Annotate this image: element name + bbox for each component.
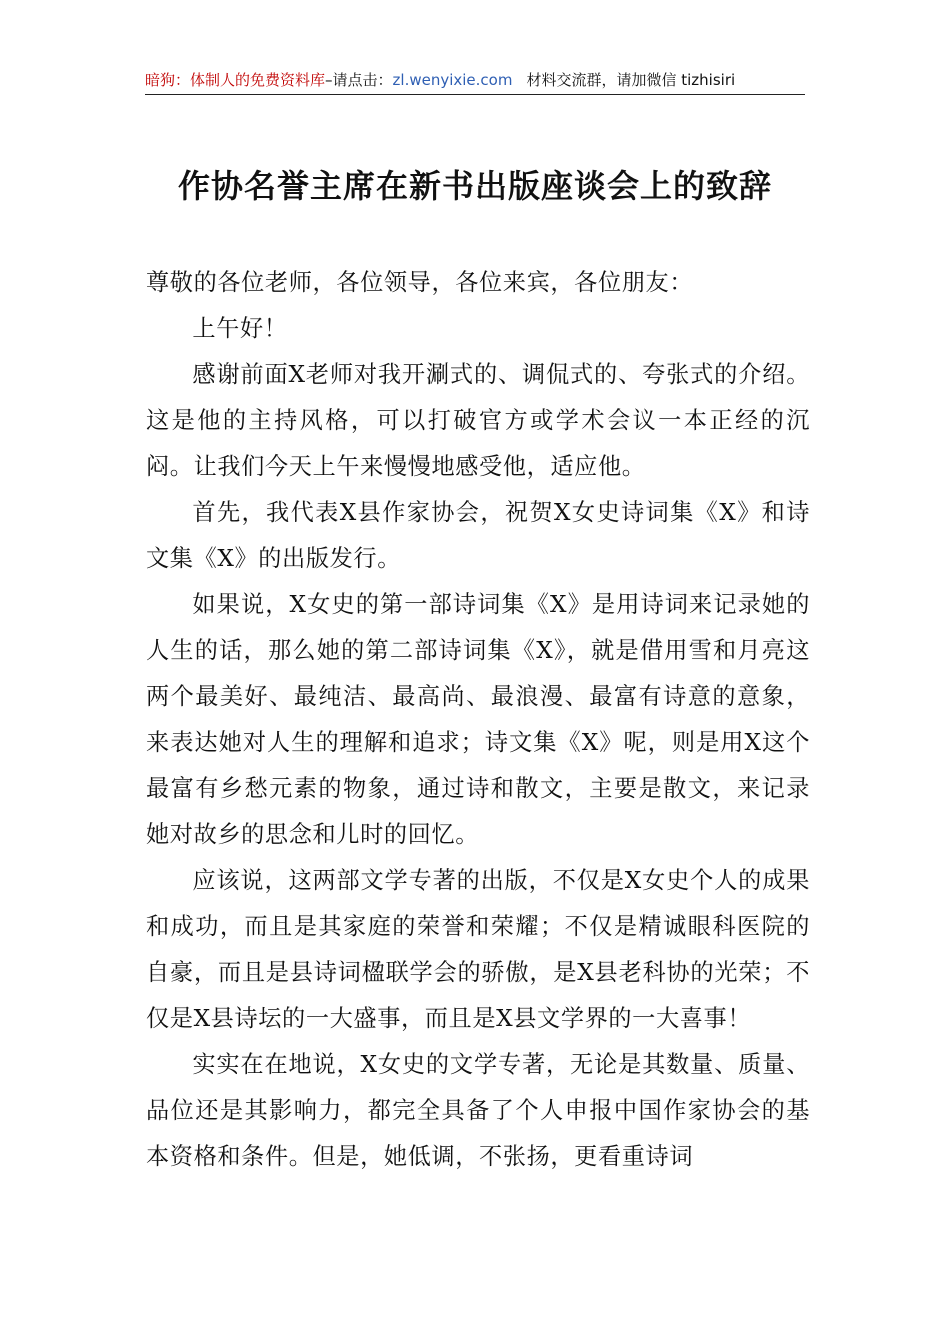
salutation: 尊敬的各位老师，各位领导，各位来宾，各位朋友： xyxy=(146,269,694,296)
page-header xyxy=(145,70,805,95)
paragraph: 感谢前面X老师对我开涮式的、调侃式的、夸张式的介绍。这是他的主持风格，可以打破官方或学术会议一本正经的沉闷。让我们今天上午来慢慢地感受他，适应他。 xyxy=(146,361,810,480)
header-group-info: 材料交流群，请加微信 tizhisiri xyxy=(526,71,736,89)
paragraph: 首先，我代表X县作家协会，祝贺X女史诗词集《X》和诗文集《X》的出版发行。 xyxy=(146,499,810,572)
document-title: 作协名誉主席在新书出版座谈会上的致辞 xyxy=(177,167,772,205)
paragraph: 应该说，这两部文学专著的出版，不仅是X女史个人的成果和成功，而且是其家庭的荣誉和荣耀；不仅是精诚眼科医院的自豪，而且是县诗词楹联学会的骄傲，是X县老科协的光荣；不仅是X县诗坛的一大盛事，而且是X县文学界的一大喜事！ xyxy=(146,867,810,1032)
paragraph-greeting: 上午好！ xyxy=(192,315,288,342)
paragraph: 实实在在地说，X女史的文学专著，无论是其数量、质量、品位还是其影响力，都完全具备了个人申报中国作家协会的基本资格和条件。但是，她低调，不张扬，更看重诗词 xyxy=(146,1051,810,1170)
document-body xyxy=(146,260,810,1180)
header-url-link[interactable]: zl.wenyixie.com xyxy=(392,71,513,89)
header-brand: 暗狗：体制人的免费资料库 xyxy=(145,71,326,89)
paragraph: 如果说，X女史的第一部诗词集《X》是用诗词来记录她的人生的话，那么她的第二部诗词集《X》，就是借用雪和月亮这两个最美好、最纯洁、最高尚、最浪漫、最富有诗意的意象，来表达她对人生的理解和追求；诗文集《X》呢，则是用X这个最富有乡愁元素的物象，通过诗和散文，主要是散文，来记录她对故乡的思念和儿时的回忆。 xyxy=(146,591,810,848)
header-prompt: –请点击： xyxy=(325,71,393,89)
